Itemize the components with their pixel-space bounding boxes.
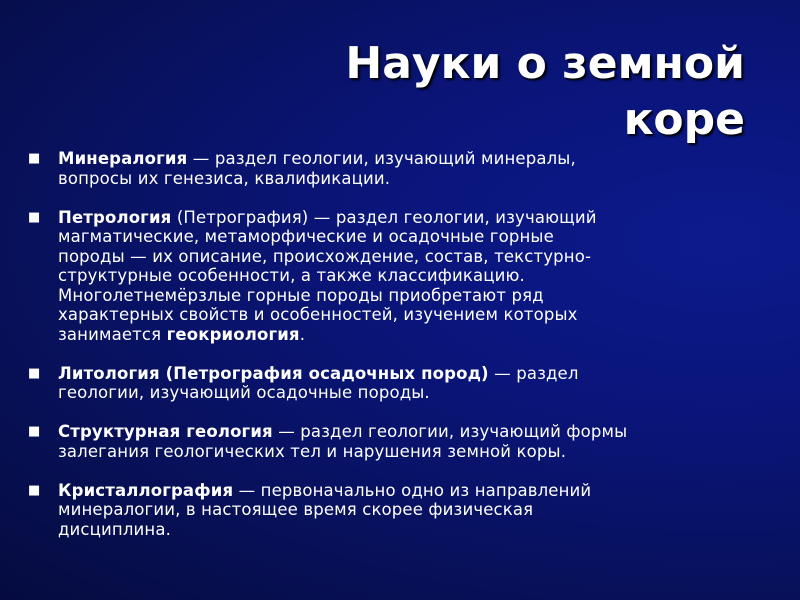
square-bullet-icon: ■ [28, 424, 41, 439]
term-text: Петрология [58, 207, 172, 227]
list-item-line [58, 442, 748, 462]
list-item [28, 422, 748, 461]
body-text: магматические, метаморфические и осадочные горные [58, 227, 554, 246]
term-text: Литология (Петрография осадочных пород) [58, 363, 489, 383]
square-bullet-icon: ■ [28, 482, 41, 498]
body-text: структурные особенности, а также классификацию. [58, 266, 525, 285]
term-text: Минералогия [58, 149, 188, 168]
list-item-line [58, 247, 748, 267]
list-item [28, 481, 748, 540]
list-item-line [58, 286, 748, 306]
body-text: характерных свойств и особенностей, изучением которых [58, 305, 578, 324]
body-text: — раздел [488, 363, 579, 383]
body-text: породы — их описание, происхождение, состав, текстурно- [58, 246, 592, 266]
list-item-line [58, 481, 748, 501]
body-text: . [299, 324, 306, 344]
term-text: Структурная геология [58, 422, 273, 441]
term-text: геокриология [166, 324, 300, 344]
body-text: залегания геологических тел и нарушения земной коры. [58, 441, 567, 461]
list-item-line [58, 266, 748, 286]
list-item [28, 364, 748, 403]
list-item-line [58, 227, 748, 247]
list-item-line [58, 208, 748, 228]
body-text: занимается [58, 324, 167, 344]
list-item [28, 208, 748, 345]
bullet-list [28, 149, 748, 559]
body-text: геологии, изучающий осадочные породы. [58, 383, 430, 402]
term-text: Кристаллография [58, 480, 234, 500]
body-text: Многолетнемёрзлые горные породы приобретают ряд [58, 285, 544, 305]
slide-title [225, 36, 745, 148]
list-item-line [58, 169, 748, 189]
list-item-line [58, 422, 748, 442]
list-item-line [58, 364, 748, 384]
body-text: минералогии, в настоящее время скорее физическая [58, 500, 534, 519]
body-text: (Петрография) — раздел геологии, изучающий [171, 207, 597, 227]
square-bullet-icon: ■ [28, 209, 41, 225]
body-text: дисциплина. [58, 519, 172, 539]
list-item-line [58, 325, 748, 345]
list-item-line [58, 383, 748, 403]
slide-title-line-2: коре [623, 94, 745, 145]
list-item-line [58, 305, 748, 325]
body-text: вопросы их генезиса, квалификации. [58, 168, 391, 188]
body-text: — раздел геологии, изучающий формы [272, 422, 628, 441]
list-item-line [58, 520, 748, 540]
slide-title-line-1: Науки о земной [345, 38, 745, 89]
square-bullet-icon: ■ [28, 151, 41, 166]
square-bullet-icon: ■ [28, 365, 41, 381]
list-item-line [58, 500, 748, 520]
body-text: — первоначально одно из направлений [233, 480, 592, 500]
body-text: — раздел геологии, изучающий минералы, [187, 149, 576, 168]
list-item-line [58, 149, 748, 169]
list-item [28, 149, 748, 188]
